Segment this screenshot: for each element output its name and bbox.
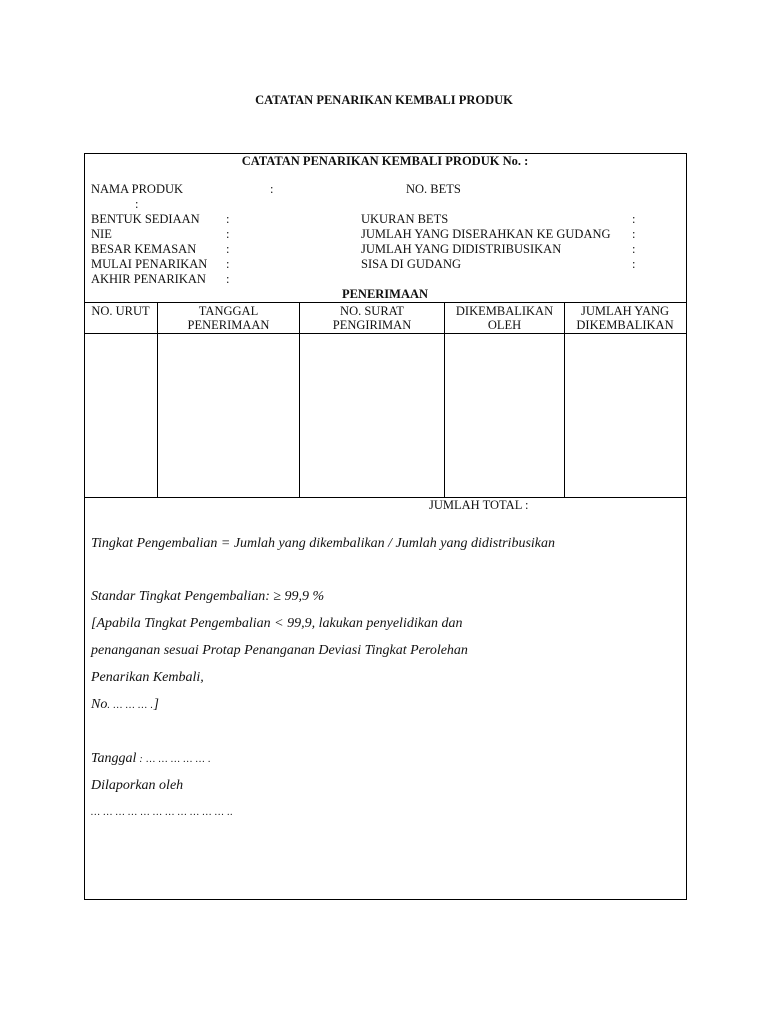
- column-header-dikembalikan-oleh: [445, 304, 564, 332]
- field-label-bentuk-sediaan: BENTUK SEDIAAN: [91, 212, 200, 226]
- column-header-line: PENGIRIMAN: [332, 318, 412, 332]
- field-colon-jumlah-didistribusikan: :: [632, 242, 636, 256]
- field-label-akhir-penarikan: AKHIR PENARIKAN: [91, 272, 206, 286]
- no-line: [91, 697, 159, 713]
- field-label-no-bets: NO. BETS: [406, 182, 461, 196]
- field-colon-sisa-di-gudang: :: [632, 257, 636, 271]
- column-header-line: NO. SURAT: [340, 304, 404, 318]
- field-label-jumlah-diserahkan: JUMLAH YANG DISERAHKAN KE GUDANG: [361, 227, 611, 241]
- field-colon-ukuran-bets: :: [632, 212, 636, 226]
- field-label-ukuran-bets: UKURAN BETS: [361, 212, 449, 226]
- table-top-border: [84, 302, 686, 303]
- field-colon-nama-produk: :: [270, 182, 274, 196]
- column-header-line: DIKEMBALIKAN: [576, 318, 674, 332]
- field-colon-nie: :: [226, 227, 230, 241]
- table-bottom-border: [84, 497, 686, 498]
- field-label-sisa-di-gudang: SISA DI GUDANG: [361, 257, 462, 271]
- form-title: CATATAN PENARIKAN KEMBALI PRODUK No. :: [241, 154, 529, 168]
- field-label-nama-produk: NAMA PRODUK: [91, 182, 184, 196]
- no-bracket: ]: [153, 697, 159, 712]
- column-header-line: PENERIMAAN: [187, 318, 270, 332]
- condition-line-1: [Apabila Tingkat Pengembalian < 99,9, lakukan penyelidikan dan: [91, 616, 463, 631]
- field-label-nie: NIE: [91, 227, 112, 241]
- column-header-jumlah-dikembalikan: [565, 304, 685, 332]
- column-header-no-urut: [84, 304, 157, 318]
- document-title: CATATAN PENARIKAN KEMBALI PRODUK: [255, 93, 513, 107]
- standard-text: Standar Tingkat Pengembalian: ≥ 99,9 %: [91, 589, 325, 604]
- date-label: Tanggal: [91, 751, 137, 766]
- table-header-border: [84, 333, 686, 334]
- column-header-line: NO. URUT: [91, 304, 150, 318]
- field-colon-nama-produk-wrap: :: [135, 197, 139, 211]
- jumlah-total-label: JUMLAH TOTAL :: [429, 498, 529, 512]
- column-header-line: DIKEMBALIKAN: [455, 304, 554, 318]
- field-colon-bentuk-sediaan: :: [226, 212, 230, 226]
- signature-dots: … … … … … … … … … … … ..: [91, 807, 234, 818]
- no-dots: . … … … .: [107, 700, 154, 711]
- section-title-penerimaan: PENERIMAAN: [341, 287, 429, 301]
- condition-line-3: Penarikan Kembali,: [91, 670, 204, 685]
- field-colon-akhir-penarikan: :: [226, 272, 230, 286]
- field-label-mulai-penarikan: MULAI PENARIKAN: [91, 257, 208, 271]
- column-header-no-surat-pengiriman: [300, 304, 444, 332]
- column-header-line: JUMLAH YANG: [580, 304, 670, 318]
- no-label: No: [91, 697, 108, 712]
- date-line: [91, 751, 211, 767]
- field-colon-jumlah-diserahkan: :: [632, 227, 636, 241]
- column-header-line: TANGGAL: [198, 304, 259, 318]
- field-label-jumlah-didistribusikan: JUMLAH YANG DIDISTRIBUSIKAN: [361, 242, 562, 256]
- date-dots: : … … … … … .: [136, 754, 212, 765]
- field-colon-mulai-penarikan: :: [226, 257, 230, 271]
- condition-line-2: penanganan sesuai Protap Penanganan Deviasi Tingkat Perolehan: [91, 643, 468, 658]
- reported-by-label: Dilaporkan oleh: [91, 778, 184, 793]
- column-header-tanggal-penerimaan: [158, 304, 299, 332]
- formula-text: Tingkat Pengembalian = Jumlah yang dikembalikan / Jumlah yang didistribusikan: [91, 536, 555, 551]
- field-colon-besar-kemasan: :: [226, 242, 230, 256]
- field-label-besar-kemasan: BESAR KEMASAN: [91, 242, 197, 256]
- column-header-line: OLEH: [487, 318, 522, 332]
